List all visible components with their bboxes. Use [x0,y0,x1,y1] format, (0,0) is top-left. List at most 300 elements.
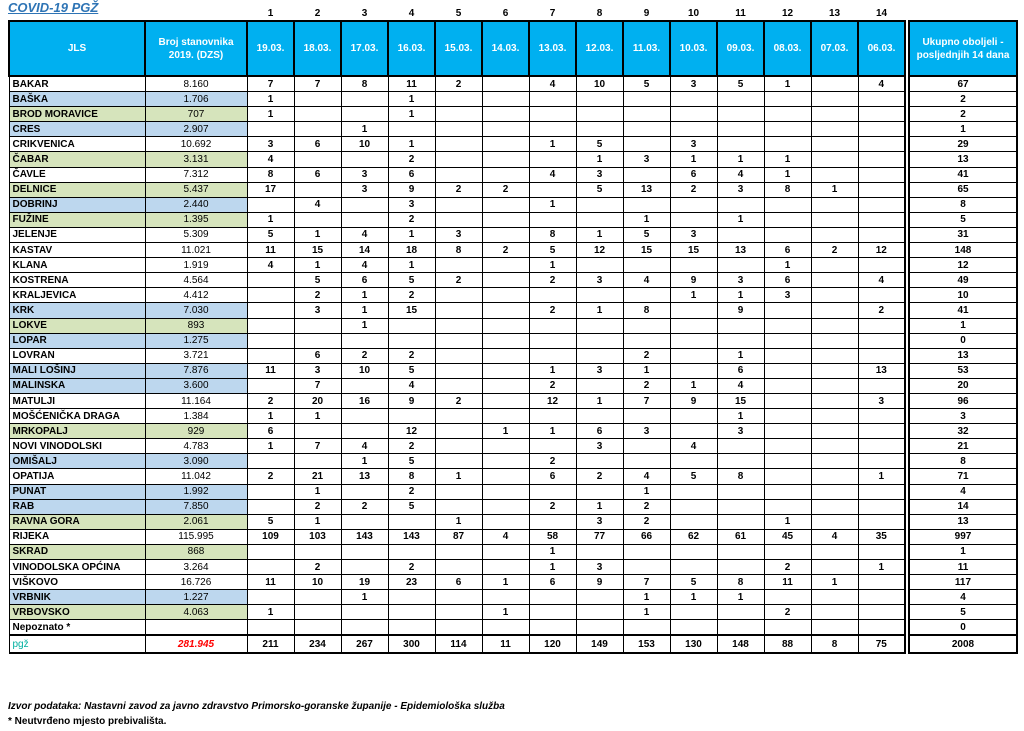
daily-count: 5 [388,363,435,378]
daily-count [764,469,811,484]
municipality-name: BAŠKA [9,92,145,107]
daily-count: 3 [576,514,623,529]
daily-count [811,454,858,469]
daily-count [717,514,764,529]
daily-count [764,137,811,152]
daily-count: 1 [717,348,764,363]
daily-count [764,212,811,227]
daily-count [482,258,529,273]
daily-count: 1 [670,378,717,393]
daily-count [670,333,717,348]
daily-count [435,363,482,378]
daily-count [482,378,529,393]
row-total: 5 [909,212,1017,227]
population-value: 10.692 [145,137,247,152]
table-row [9,393,1017,408]
total-population: 281.945 [145,635,247,653]
daily-count [482,544,529,559]
daily-count: 1 [482,605,529,620]
daily-count [529,333,576,348]
daily-count [764,439,811,454]
daily-count: 3 [576,273,623,288]
daily-count [294,544,341,559]
daily-count [435,107,482,122]
daily-count [811,439,858,454]
daily-count: 1 [529,363,576,378]
daily-count [294,318,341,333]
population-value: 707 [145,107,247,122]
municipality-name: KRK [9,303,145,318]
population-value: 3.131 [145,152,247,167]
daily-count: 18 [388,243,435,258]
daily-count [576,318,623,333]
daily-count [764,348,811,363]
row-total: 13 [909,514,1017,529]
population-value: 1.706 [145,92,247,107]
daily-count: 2 [811,243,858,258]
population-value: 7.030 [145,303,247,318]
daily-count: 4 [294,197,341,212]
population-value: 11.021 [145,243,247,258]
daily-count: 6 [529,469,576,484]
daily-count [294,590,341,605]
daily-count [764,620,811,636]
daily-count: 4 [811,529,858,544]
daily-count: 1 [717,212,764,227]
row-total: 1 [909,318,1017,333]
daily-count [811,212,858,227]
daily-count [858,454,905,469]
daily-count [811,560,858,575]
daily-count [247,620,294,636]
daily-count [576,258,623,273]
daily-total: 300 [388,635,435,653]
population-value: 11.164 [145,393,247,408]
municipality-name: DOBRINJ [9,197,145,212]
daily-count [341,409,388,424]
daily-count [858,227,905,242]
daily-count [247,378,294,393]
daily-count [623,333,670,348]
population-value: 929 [145,424,247,439]
daily-count: 7 [623,393,670,408]
municipality-name: CRIKVENICA [9,137,145,152]
daily-count: 8 [247,167,294,182]
daily-count [858,514,905,529]
daily-count [435,167,482,182]
daily-count [764,544,811,559]
table-row [9,514,1017,529]
daily-count [576,212,623,227]
daily-count [576,409,623,424]
row-total: 20 [909,378,1017,393]
daily-count: 4 [341,258,388,273]
daily-count [811,409,858,424]
day-number: 6 [502,8,509,19]
daily-count: 1 [717,288,764,303]
table-row [9,288,1017,303]
row-total: 13 [909,152,1017,167]
daily-count [858,590,905,605]
daily-count [482,590,529,605]
daily-count [341,424,388,439]
daily-count [811,76,858,92]
date-header: 19.03. [247,21,294,76]
daily-count: 4 [623,469,670,484]
daily-count: 2 [623,348,670,363]
daily-count [670,258,717,273]
population-value: 893 [145,318,247,333]
daily-count [529,514,576,529]
population-value: 868 [145,544,247,559]
municipality-name: MATULJI [9,393,145,408]
table-row [9,152,1017,167]
daily-count [341,605,388,620]
day-number: 7 [549,8,556,19]
daily-count [482,499,529,514]
row-total: 32 [909,424,1017,439]
daily-count [811,167,858,182]
daily-count: 1 [388,137,435,152]
daily-count [529,122,576,137]
day-number: 14 [875,8,888,19]
daily-count: 2 [294,560,341,575]
municipality-name: KASTAV [9,243,145,258]
daily-count: 1 [576,303,623,318]
table-row [9,590,1017,605]
daily-count: 2 [858,303,905,318]
daily-count [388,620,435,636]
daily-count [341,484,388,499]
daily-count [670,605,717,620]
daily-count: 15 [388,303,435,318]
daily-count [294,107,341,122]
daily-count [811,393,858,408]
daily-count: 1 [341,122,388,137]
daily-count [529,318,576,333]
daily-count [529,107,576,122]
daily-count: 5 [247,514,294,529]
daily-count: 1 [294,409,341,424]
daily-count [670,122,717,137]
daily-count [435,544,482,559]
daily-count [529,92,576,107]
table-row [9,167,1017,182]
date-header: 16.03. [388,21,435,76]
daily-count [294,212,341,227]
daily-count [576,288,623,303]
table-row [9,107,1017,122]
daily-count [482,152,529,167]
daily-count: 4 [388,378,435,393]
daily-count [482,439,529,454]
municipality-name: KRALJEVICA [9,288,145,303]
daily-count [811,363,858,378]
table-row [9,197,1017,212]
municipality-name: VRBOVSKO [9,605,145,620]
daily-count [811,137,858,152]
daily-count: 4 [247,152,294,167]
date-header: 13.03. [529,21,576,76]
daily-count: 3 [294,363,341,378]
daily-count: 2 [247,393,294,408]
municipality-name: FUŽINE [9,212,145,227]
daily-count: 66 [623,529,670,544]
daily-count [811,424,858,439]
daily-count [623,107,670,122]
daily-count: 2 [247,469,294,484]
daily-count: 4 [623,273,670,288]
daily-count: 1 [247,212,294,227]
daily-count: 77 [576,529,623,544]
daily-count: 1 [576,152,623,167]
daily-count: 3 [576,439,623,454]
daily-count [717,137,764,152]
daily-count: 12 [858,243,905,258]
day-number-row [9,6,1017,21]
daily-count: 6 [670,167,717,182]
municipality-name: LOVRAN [9,348,145,363]
daily-count: 3 [388,197,435,212]
table-row [9,348,1017,363]
population-value: 8.160 [145,76,247,92]
daily-count: 1 [670,590,717,605]
daily-count [764,197,811,212]
population-value: 1.275 [145,333,247,348]
daily-count [811,303,858,318]
daily-total: 88 [764,635,811,653]
daily-count [341,544,388,559]
daily-count: 1 [294,514,341,529]
daily-count: 6 [764,243,811,258]
daily-count [811,258,858,273]
daily-total: 120 [529,635,576,653]
daily-count: 15 [670,243,717,258]
table-row [9,137,1017,152]
day-number: 4 [408,8,415,19]
daily-count [623,318,670,333]
daily-count: 1 [623,363,670,378]
daily-count [435,605,482,620]
daily-count [482,76,529,92]
daily-count [576,333,623,348]
municipality-name: Nepoznato * [9,620,145,636]
table-row [9,182,1017,197]
population-value: 4.063 [145,605,247,620]
daily-count: 6 [294,167,341,182]
daily-count [482,560,529,575]
daily-count: 1 [294,484,341,499]
daily-count: 11 [247,575,294,590]
row-total: 41 [909,167,1017,182]
daily-count [764,333,811,348]
daily-count [435,122,482,137]
municipality-name: KLANA [9,258,145,273]
daily-count: 21 [294,469,341,484]
daily-count [576,378,623,393]
daily-count [858,575,905,590]
daily-count: 2 [388,484,435,499]
daily-count: 10 [341,363,388,378]
daily-count: 1 [529,560,576,575]
daily-count: 1 [247,409,294,424]
daily-count: 1 [764,514,811,529]
municipality-name: RAB [9,499,145,514]
daily-count: 3 [717,273,764,288]
daily-count [670,107,717,122]
population-value: 3.600 [145,378,247,393]
table-row [9,424,1017,439]
daily-count [341,514,388,529]
row-total: 53 [909,363,1017,378]
daily-count [670,514,717,529]
daily-count [247,318,294,333]
daily-count [858,605,905,620]
daily-count [576,92,623,107]
row-total: 0 [909,333,1017,348]
daily-count: 109 [247,529,294,544]
daily-count: 3 [247,137,294,152]
totals-label: pgž [9,635,145,653]
daily-count: 6 [294,137,341,152]
daily-count [764,484,811,499]
municipality-name: PUNAT [9,484,145,499]
daily-count [811,348,858,363]
daily-count: 1 [623,590,670,605]
daily-count [717,484,764,499]
daily-count [576,590,623,605]
daily-count: 5 [670,469,717,484]
daily-count: 12 [388,424,435,439]
row-total: 117 [909,575,1017,590]
daily-count: 3 [717,182,764,197]
footnote: * Neutvrđeno mjesto prebivališta. [8,716,167,727]
daily-count: 8 [717,469,764,484]
daily-count: 2 [388,348,435,363]
daily-count: 8 [435,243,482,258]
daily-count [670,499,717,514]
blank-cell [909,6,1017,21]
population-value: 3.264 [145,560,247,575]
table-row [9,273,1017,288]
daily-count [858,92,905,107]
daily-count [294,605,341,620]
daily-count [482,303,529,318]
daily-count: 11 [247,363,294,378]
daily-count [529,484,576,499]
daily-count: 3 [717,424,764,439]
day-number: 5 [455,8,462,19]
daily-count [811,514,858,529]
daily-count [529,620,576,636]
daily-count [670,424,717,439]
daily-count: 8 [764,182,811,197]
daily-count [717,620,764,636]
date-header: 18.03. [294,21,341,76]
daily-count: 2 [294,499,341,514]
daily-count [435,197,482,212]
daily-count [435,620,482,636]
daily-count [858,499,905,514]
daily-count [435,333,482,348]
daily-count: 4 [529,167,576,182]
daily-count [623,454,670,469]
daily-count [811,197,858,212]
daily-count [341,107,388,122]
population-value: 7.876 [145,363,247,378]
daily-count: 1 [623,212,670,227]
header-row [9,21,1017,76]
daily-count [717,454,764,469]
municipality-name: MALINSKA [9,378,145,393]
daily-count: 7 [294,378,341,393]
daily-count: 3 [623,152,670,167]
daily-count [623,122,670,137]
daily-count [623,92,670,107]
daily-count [717,560,764,575]
daily-count [341,152,388,167]
daily-count [670,544,717,559]
daily-count: 5 [670,575,717,590]
daily-count: 3 [294,303,341,318]
row-total: 13 [909,348,1017,363]
daily-count [764,318,811,333]
daily-count [858,424,905,439]
daily-count: 8 [529,227,576,242]
row-total: 4 [909,484,1017,499]
daily-count: 3 [670,76,717,92]
total-header: Ukupno oboljeli - posljednjih 14 dana [909,21,1017,76]
municipality-name: LOPAR [9,333,145,348]
daily-count [482,484,529,499]
daily-count: 62 [670,529,717,544]
daily-count: 6 [764,273,811,288]
daily-count [576,605,623,620]
daily-count [435,92,482,107]
municipality-name: MOŠĆENIČKA DRAGA [9,409,145,424]
daily-count: 1 [247,107,294,122]
daily-count [576,122,623,137]
daily-count: 10 [576,76,623,92]
daily-count: 12 [576,243,623,258]
daily-count: 1 [623,605,670,620]
daily-count: 23 [388,575,435,590]
daily-count: 14 [341,243,388,258]
date-header: 11.03. [623,21,670,76]
row-total: 2 [909,107,1017,122]
daily-count [435,348,482,363]
daily-count [764,590,811,605]
date-header: 14.03. [482,21,529,76]
day-number: 1 [267,8,274,19]
daily-count [858,378,905,393]
daily-count [435,409,482,424]
daily-count: 13 [341,469,388,484]
daily-count [811,590,858,605]
daily-count: 9 [388,393,435,408]
daily-count: 4 [247,258,294,273]
daily-count: 1 [341,454,388,469]
daily-count [717,544,764,559]
daily-count [858,182,905,197]
daily-count [670,484,717,499]
daily-count [247,197,294,212]
population-value: 5.437 [145,182,247,197]
daily-count: 103 [294,529,341,544]
daily-count [247,499,294,514]
daily-count [341,333,388,348]
daily-count [811,152,858,167]
